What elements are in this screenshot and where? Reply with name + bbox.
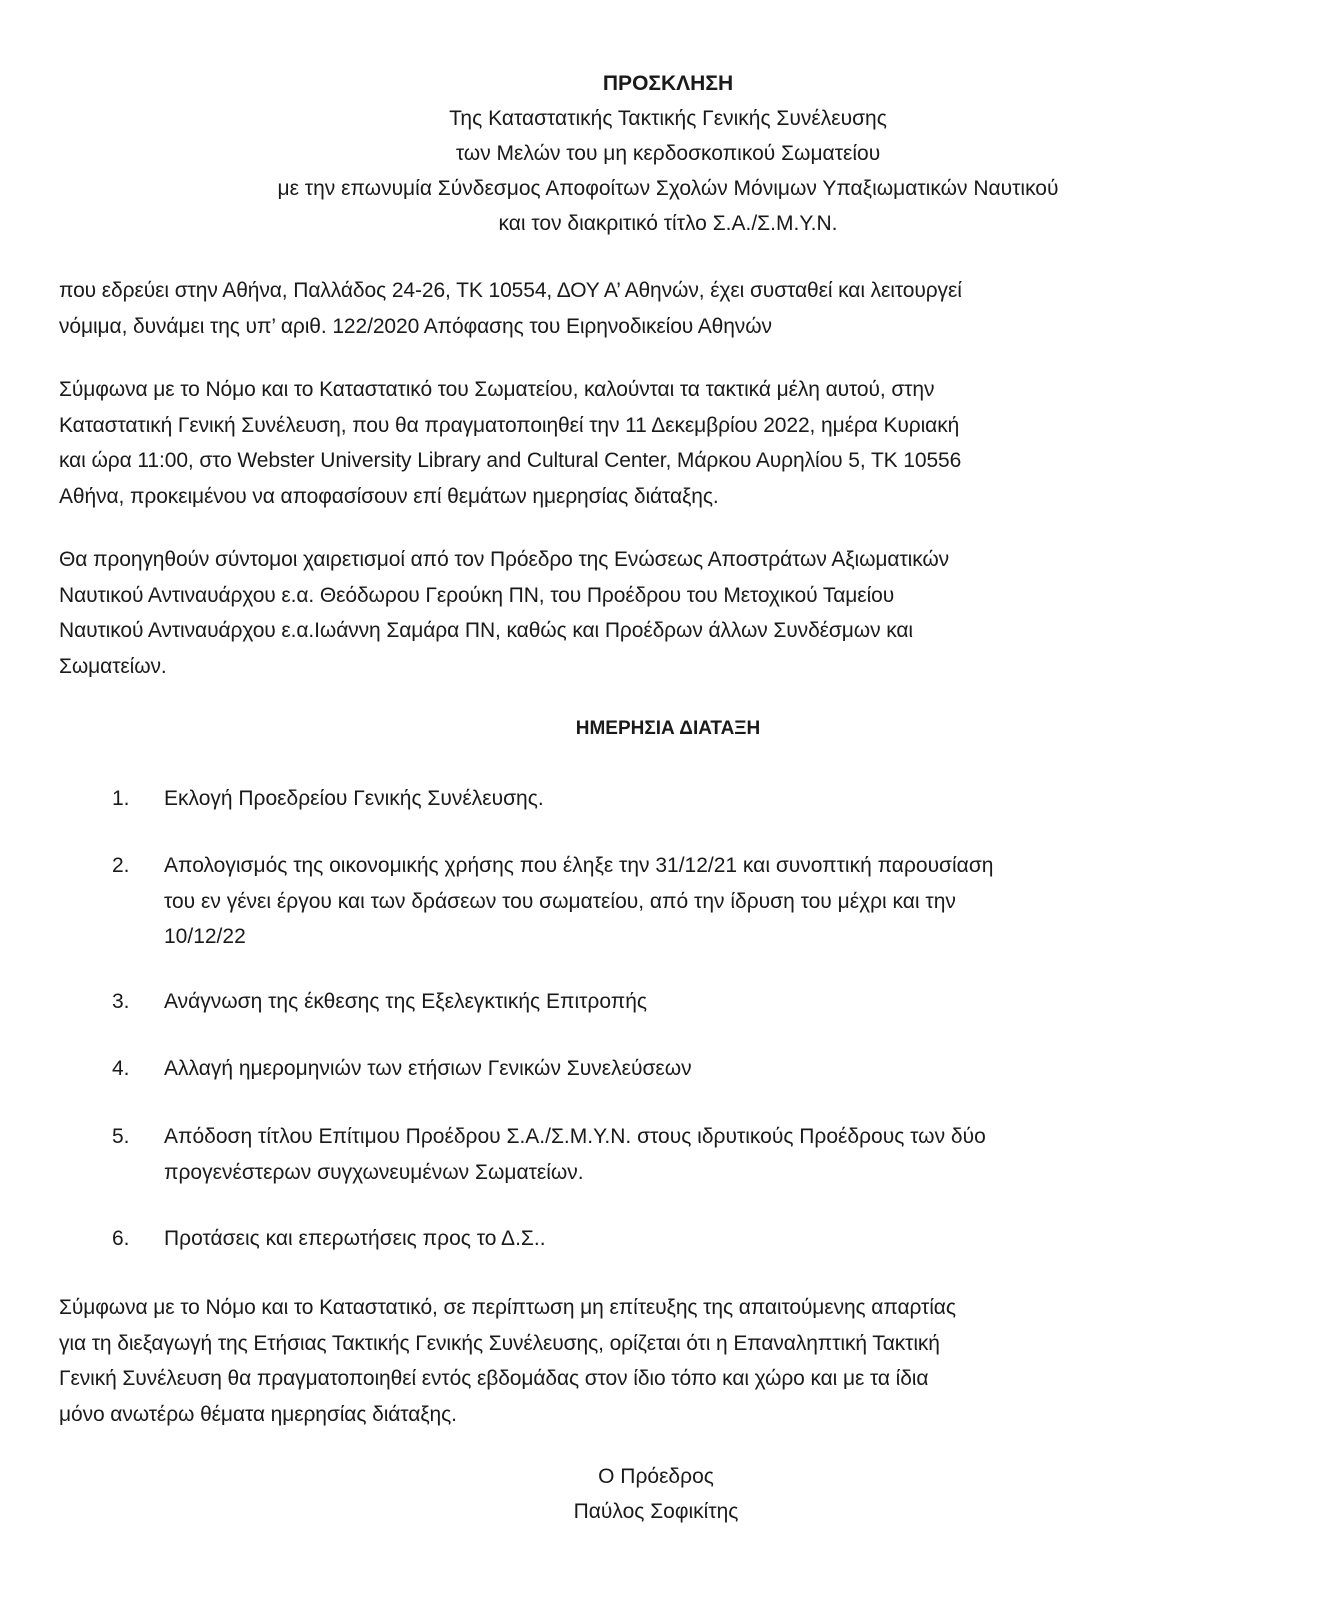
paragraph-line: Καταστατική Γενική Συνέλευση, που θα πραγματοποιηθεί την 11 Δεκεμβρίου 2022, ημέρα Κυριακή: [59, 413, 960, 437]
paragraph-line: Θα προηγηθούν σύντομοι χαιρετισμοί από τον Πρόεδρο της Ενώσεως Αποστράτων Αξιωματικών: [59, 548, 950, 571]
paragraph-line: Αθήνα, προκειμένου να αποφασίσουν επί θεμάτων ημερησίας διάταξης.: [59, 484, 719, 508]
header-line-4: και τον διακριτικό τίτλο Σ.Α./Σ.Μ.Υ.Ν.: [498, 212, 838, 235]
signature-role: Ο Πρόεδρος: [598, 1465, 714, 1488]
paragraph-line: Σύμφωνα με το Νόμο και το Καταστατικό του Σωματείου, καλούνται τα τακτικά μέλη αυτού, στην: [59, 378, 935, 401]
agenda-item-number: 1.: [112, 787, 130, 810]
paragraph-quorum: [59, 1290, 1279, 1432]
header-line-3: με την επωνυμία Σύνδεσμος Αποφοίτων Σχολών Μόνιμων Υπαξιωματικών Ναυτικού: [277, 177, 1059, 200]
agenda-item-number: 2.: [112, 854, 130, 877]
paragraph-line: Ναυτικού Αντιναυάρχου ε.α. Θεόδωρου Γερούκη ΠΝ, του Προέδρου του Μετοχικού Ταμείου: [59, 583, 895, 607]
agenda-item-number: 4.: [112, 1057, 130, 1080]
agenda-item-number: 3.: [112, 990, 130, 1013]
paragraph-line: και ώρα 11:00, στο Webster University Library and Cultural Center, Μάρκου Αυρηλίου 5, ΤΚ 10556: [59, 449, 962, 472]
paragraph-line: Σύμφωνα με το Νόμο και το Καταστατικό, σε περίπτωση μη επίτευξης της απαιτούμενης απαρτίας: [59, 1296, 956, 1319]
agenda-item-text: Ανάγνωση της έκθεσης της Εξελεγκτικής Επιτροπής: [164, 990, 648, 1013]
paragraph-line: Σωματείων.: [59, 654, 167, 678]
paragraph-line: Γενική Συνέλευση θα πραγματοποιηθεί εντός εβδομάδας στον ίδιο τόπο και χώρο και με τα ίδια: [59, 1367, 929, 1390]
agenda-item-text: του εν γένει έργου και των δράσεων του σωματείου, από την ίδρυση του μέχρι και την: [164, 889, 956, 913]
agenda-item-text: Αλλαγή ημερομηνιών των ετήσιων Γενικών Συνελεύσεων: [164, 1057, 692, 1080]
paragraph-seat: [59, 273, 1279, 344]
paragraph-line: που εδρεύει στην Αθήνα, Παλλάδος 24-26, ΤΚ 10554, ΔΟΥ Α’ Αθηνών, έχει συσταθεί και λειτουργεί: [59, 279, 962, 302]
agenda-item-text: Απόδοση τίτλου Επίτιμου Προέδρου Σ.Α./Σ.Μ.Υ.Ν. στους ιδρυτικούς Προέδρους των δύο: [164, 1125, 986, 1148]
paragraph-line: για τη διεξαγωγή της Ετήσιας Τακτικής Γενικής Συνέλευσης, ορίζεται ότι η Επαναληπτική Τακτική: [59, 1331, 940, 1355]
paragraph-line: νόμιμα, δυνάμει της υπ’ αριθ. 122/2020 Απόφασης του Ειρηνοδικείου Αθηνών: [59, 314, 772, 338]
header-line-2: των Μελών του μη κερδοσκοπικού Σωματείου: [455, 142, 881, 165]
agenda-item-text: Απολογισμός της οικονομικής χρήσης που έληξε την 31/12/21 και συνοπτική παρουσίαση: [164, 854, 994, 877]
paragraph-line: μόνο ανωτέρω θέματα ημερησίας διάταξης.: [59, 1402, 457, 1426]
agenda-item-number: 5.: [112, 1125, 130, 1148]
agenda-item-text: Εκλογή Προεδρείου Γενικής Συνέλευσης.: [164, 787, 544, 810]
paragraph-greetings: [59, 542, 1279, 684]
agenda-title: ΗΜΕΡΗΣΙΑ ΔΙΑΤΑΞΗ: [575, 718, 761, 739]
paragraph-line: Ναυτικού Αντιναυάρχου ε.α.Ιωάννη Σαμάρα ΠΝ, καθώς και Προέδρων άλλων Συνδέσμων και: [59, 619, 913, 642]
agenda-item-number: 6.: [112, 1227, 130, 1250]
signature-name: Παύλος Σοφικίτης: [573, 1500, 739, 1523]
paragraph-convocation: [59, 372, 1279, 514]
header-line-1: Της Καταστατικής Τακτικής Γενικής Συνέλευσης: [449, 107, 887, 130]
agenda-item-text: προγενέστερων συγχωνευμένων Σωματείων.: [164, 1160, 584, 1184]
document-title: ΠΡΟΣΚΛΗΣΗ: [602, 72, 734, 95]
agenda-item-text: 10/12/22: [164, 925, 246, 948]
agenda-item-text: Προτάσεις και επερωτήσεις προς το Δ.Σ..: [164, 1227, 546, 1250]
